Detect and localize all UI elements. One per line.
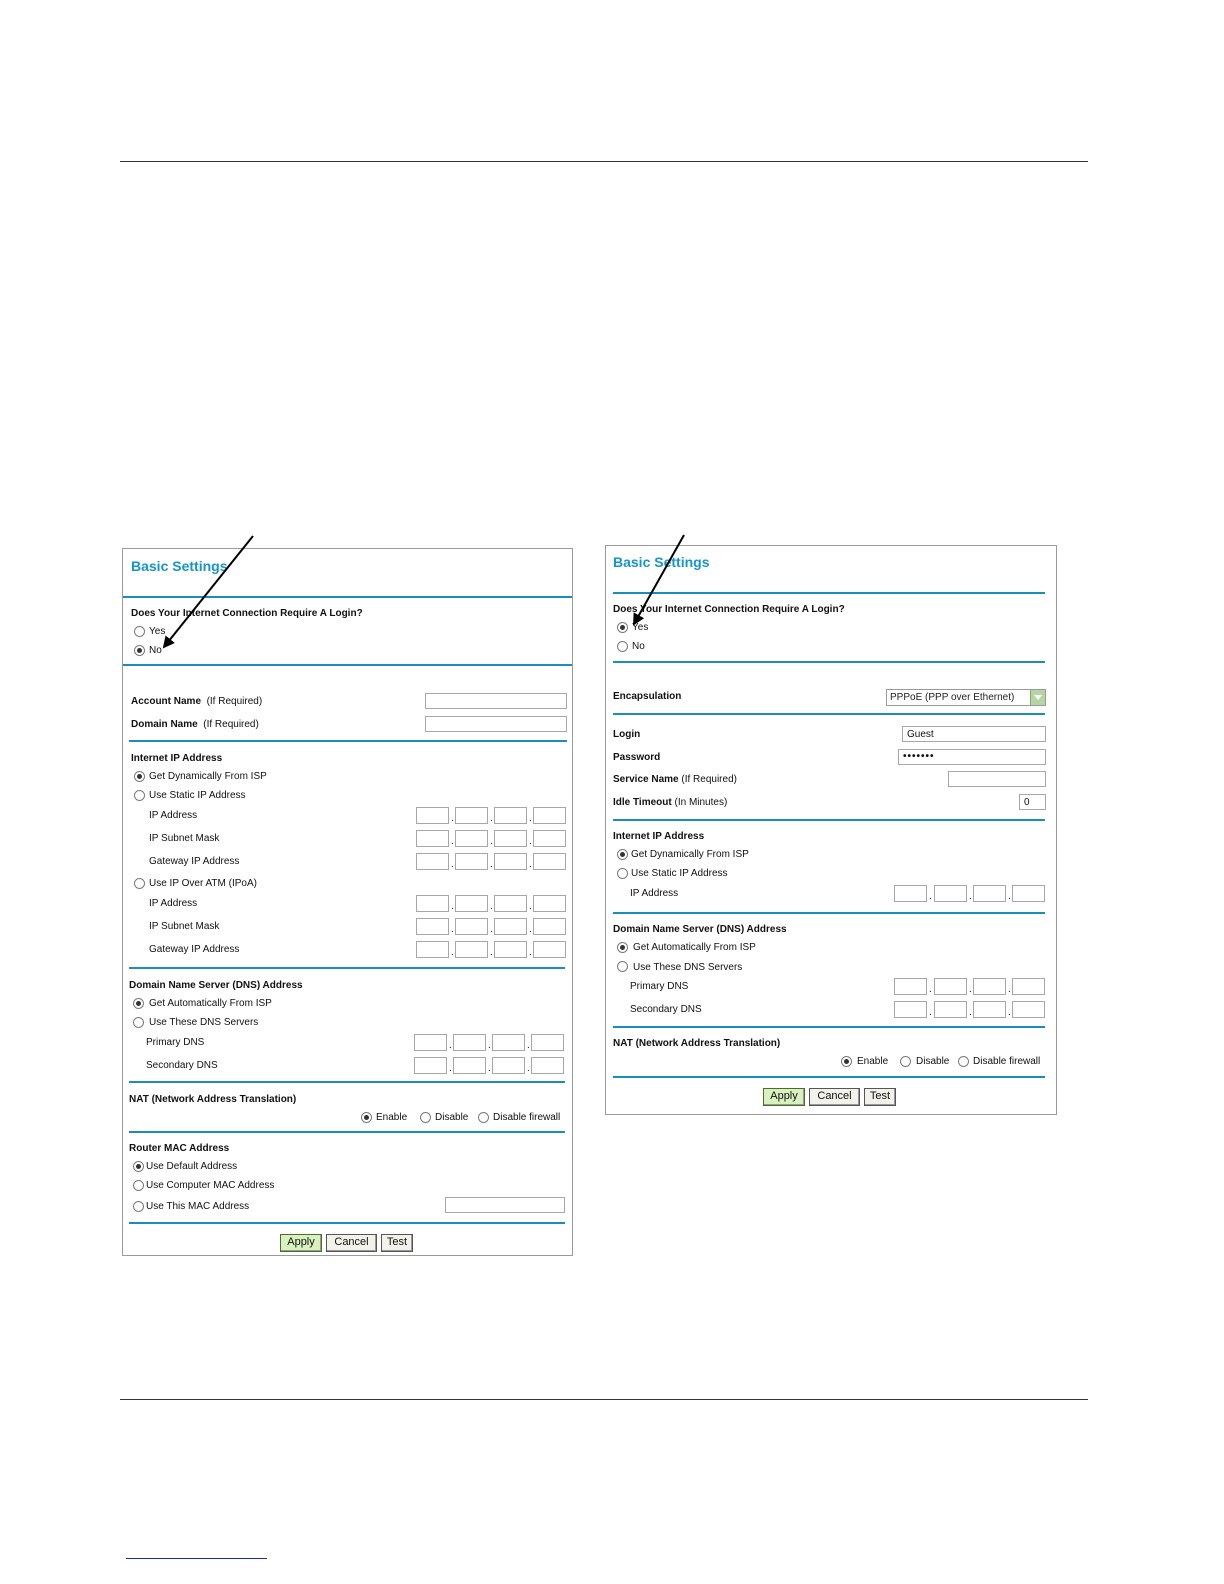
octet-dot: . — [969, 891, 972, 902]
test-button[interactable]: Test — [864, 1088, 896, 1106]
login-yes-label: Yes — [632, 622, 649, 633]
use-ipoa-label: Use IP Over ATM (IPoA) — [149, 878, 257, 889]
octet-dot: . — [451, 859, 454, 870]
secondary-dns-label: Secondary DNS — [630, 1004, 702, 1015]
left-panel-title: Basic Settings — [131, 558, 228, 574]
octet-dot: . — [449, 1040, 452, 1051]
nat-enable-label: Enable — [376, 1112, 408, 1123]
apply-button[interactable]: Apply — [763, 1088, 805, 1106]
octet-dot: . — [488, 1063, 491, 1074]
octet-dot: . — [969, 984, 972, 995]
use-static-ip-label: Use Static IP Address — [149, 790, 246, 801]
nat-disable-label: Disable — [916, 1056, 950, 1067]
login-question: Does Your Internet Connection Require A Login? — [131, 608, 363, 619]
octet-dot: . — [1008, 891, 1011, 902]
octet-dot: . — [529, 859, 532, 870]
octet-dot: . — [929, 891, 932, 902]
octet-dot: . — [1008, 1007, 1011, 1018]
internet-ip-heading: Internet IP Address — [131, 753, 223, 764]
primary-dns-label: Primary DNS — [146, 1037, 205, 1048]
octet-dot: . — [451, 836, 454, 847]
octet-dot: . — [451, 901, 454, 912]
login-label: Login — [613, 729, 641, 740]
right-panel-title: Basic Settings — [613, 554, 710, 570]
login-question: Does Your Internet Connection Require A Login? — [613, 604, 845, 615]
encapsulation-label: Encapsulation — [613, 691, 682, 702]
octet-dot: . — [529, 836, 532, 847]
get-dynamically-label: Get Dynamically From ISP — [631, 849, 749, 860]
dns-manual-label: Use These DNS Servers — [149, 1017, 259, 1028]
octet-dot: . — [529, 901, 532, 912]
test-button[interactable]: Test — [381, 1234, 413, 1252]
secondary-dns-label: Secondary DNS — [146, 1060, 218, 1071]
octet-dot: . — [490, 859, 493, 870]
octet-dot: . — [451, 813, 454, 824]
dns-manual-label: Use These DNS Servers — [633, 962, 743, 973]
octet-dot: . — [488, 1040, 491, 1051]
get-dynamically-label: Get Dynamically From ISP — [149, 771, 267, 782]
octet-dot: . — [929, 1007, 932, 1018]
account-name-label: Account Name (If Required) — [131, 696, 263, 707]
octet-dot: . — [490, 901, 493, 912]
ip-address-label: IP Address — [630, 888, 679, 899]
octet-dot: . — [490, 947, 493, 958]
octet-dot: . — [490, 813, 493, 824]
octet-dot: . — [929, 984, 932, 995]
octet-dot: . — [529, 813, 532, 824]
octet-dot: . — [529, 924, 532, 935]
static-ip-address-label: IP Address — [149, 810, 198, 821]
octet-dot: . — [529, 947, 532, 958]
ipoa-gateway-label: Gateway IP Address — [149, 944, 240, 955]
octet-dot: . — [449, 1063, 452, 1074]
idle-timeout-label: Idle Timeout (In Minutes) — [613, 797, 728, 808]
domain-name-label: Domain Name (If Required) — [131, 719, 259, 730]
router-mac-heading: Router MAC Address — [129, 1143, 230, 1154]
nat-heading: NAT (Network Address Translation) — [129, 1094, 297, 1105]
static-subnet-label: IP Subnet Mask — [149, 833, 220, 844]
nat-disable-firewall-label: Disable firewall — [973, 1056, 1041, 1067]
ipoa-subnet-label: IP Subnet Mask — [149, 921, 220, 932]
octet-dot: . — [969, 1007, 972, 1018]
login-no-label: No — [632, 641, 645, 652]
static-gateway-label: Gateway IP Address — [149, 856, 240, 867]
mac-this-label: Use This MAC Address — [146, 1201, 250, 1212]
apply-button[interactable]: Apply — [280, 1234, 322, 1252]
nat-heading: NAT (Network Address Translation) — [613, 1038, 781, 1049]
dns-auto-label: Get Automatically From ISP — [149, 998, 272, 1009]
password-label: Password — [613, 752, 661, 763]
octet-dot: . — [451, 947, 454, 958]
encapsulation-value: PPPoE (PPP over Ethernet) — [890, 692, 1015, 703]
dns-heading: Domain Name Server (DNS) Address — [613, 924, 787, 935]
cancel-button[interactable]: Cancel — [809, 1088, 860, 1106]
octet-dot: . — [490, 924, 493, 935]
octet-dot: . — [451, 924, 454, 935]
octet-dot: . — [527, 1063, 530, 1074]
use-static-ip-label: Use Static IP Address — [631, 868, 728, 879]
nat-disable-label: Disable — [435, 1112, 469, 1123]
primary-dns-label: Primary DNS — [630, 981, 689, 992]
arrow-to-yes-option — [634, 535, 684, 624]
login-yes-label: Yes — [149, 626, 166, 637]
dns-heading: Domain Name Server (DNS) Address — [129, 980, 303, 991]
service-name-label: Service Name (If Required) — [613, 774, 737, 785]
internet-ip-heading: Internet IP Address — [613, 831, 705, 842]
ipoa-ip-address-label: IP Address — [149, 898, 198, 909]
mac-computer-label: Use Computer MAC Address — [146, 1180, 275, 1191]
login-no-label: No — [149, 645, 162, 656]
password-input[interactable]: ••••••• — [898, 749, 1046, 765]
mac-default-label: Use Default Address — [146, 1161, 238, 1172]
dns-auto-label: Get Automatically From ISP — [633, 942, 756, 953]
octet-dot: . — [490, 836, 493, 847]
octet-dot: . — [1008, 984, 1011, 995]
nat-enable-label: Enable — [857, 1056, 889, 1067]
nat-disable-firewall-label: Disable firewall — [493, 1112, 561, 1123]
cancel-button[interactable]: Cancel — [326, 1234, 377, 1252]
arrow-to-no-option — [164, 536, 253, 647]
octet-dot: . — [527, 1040, 530, 1051]
